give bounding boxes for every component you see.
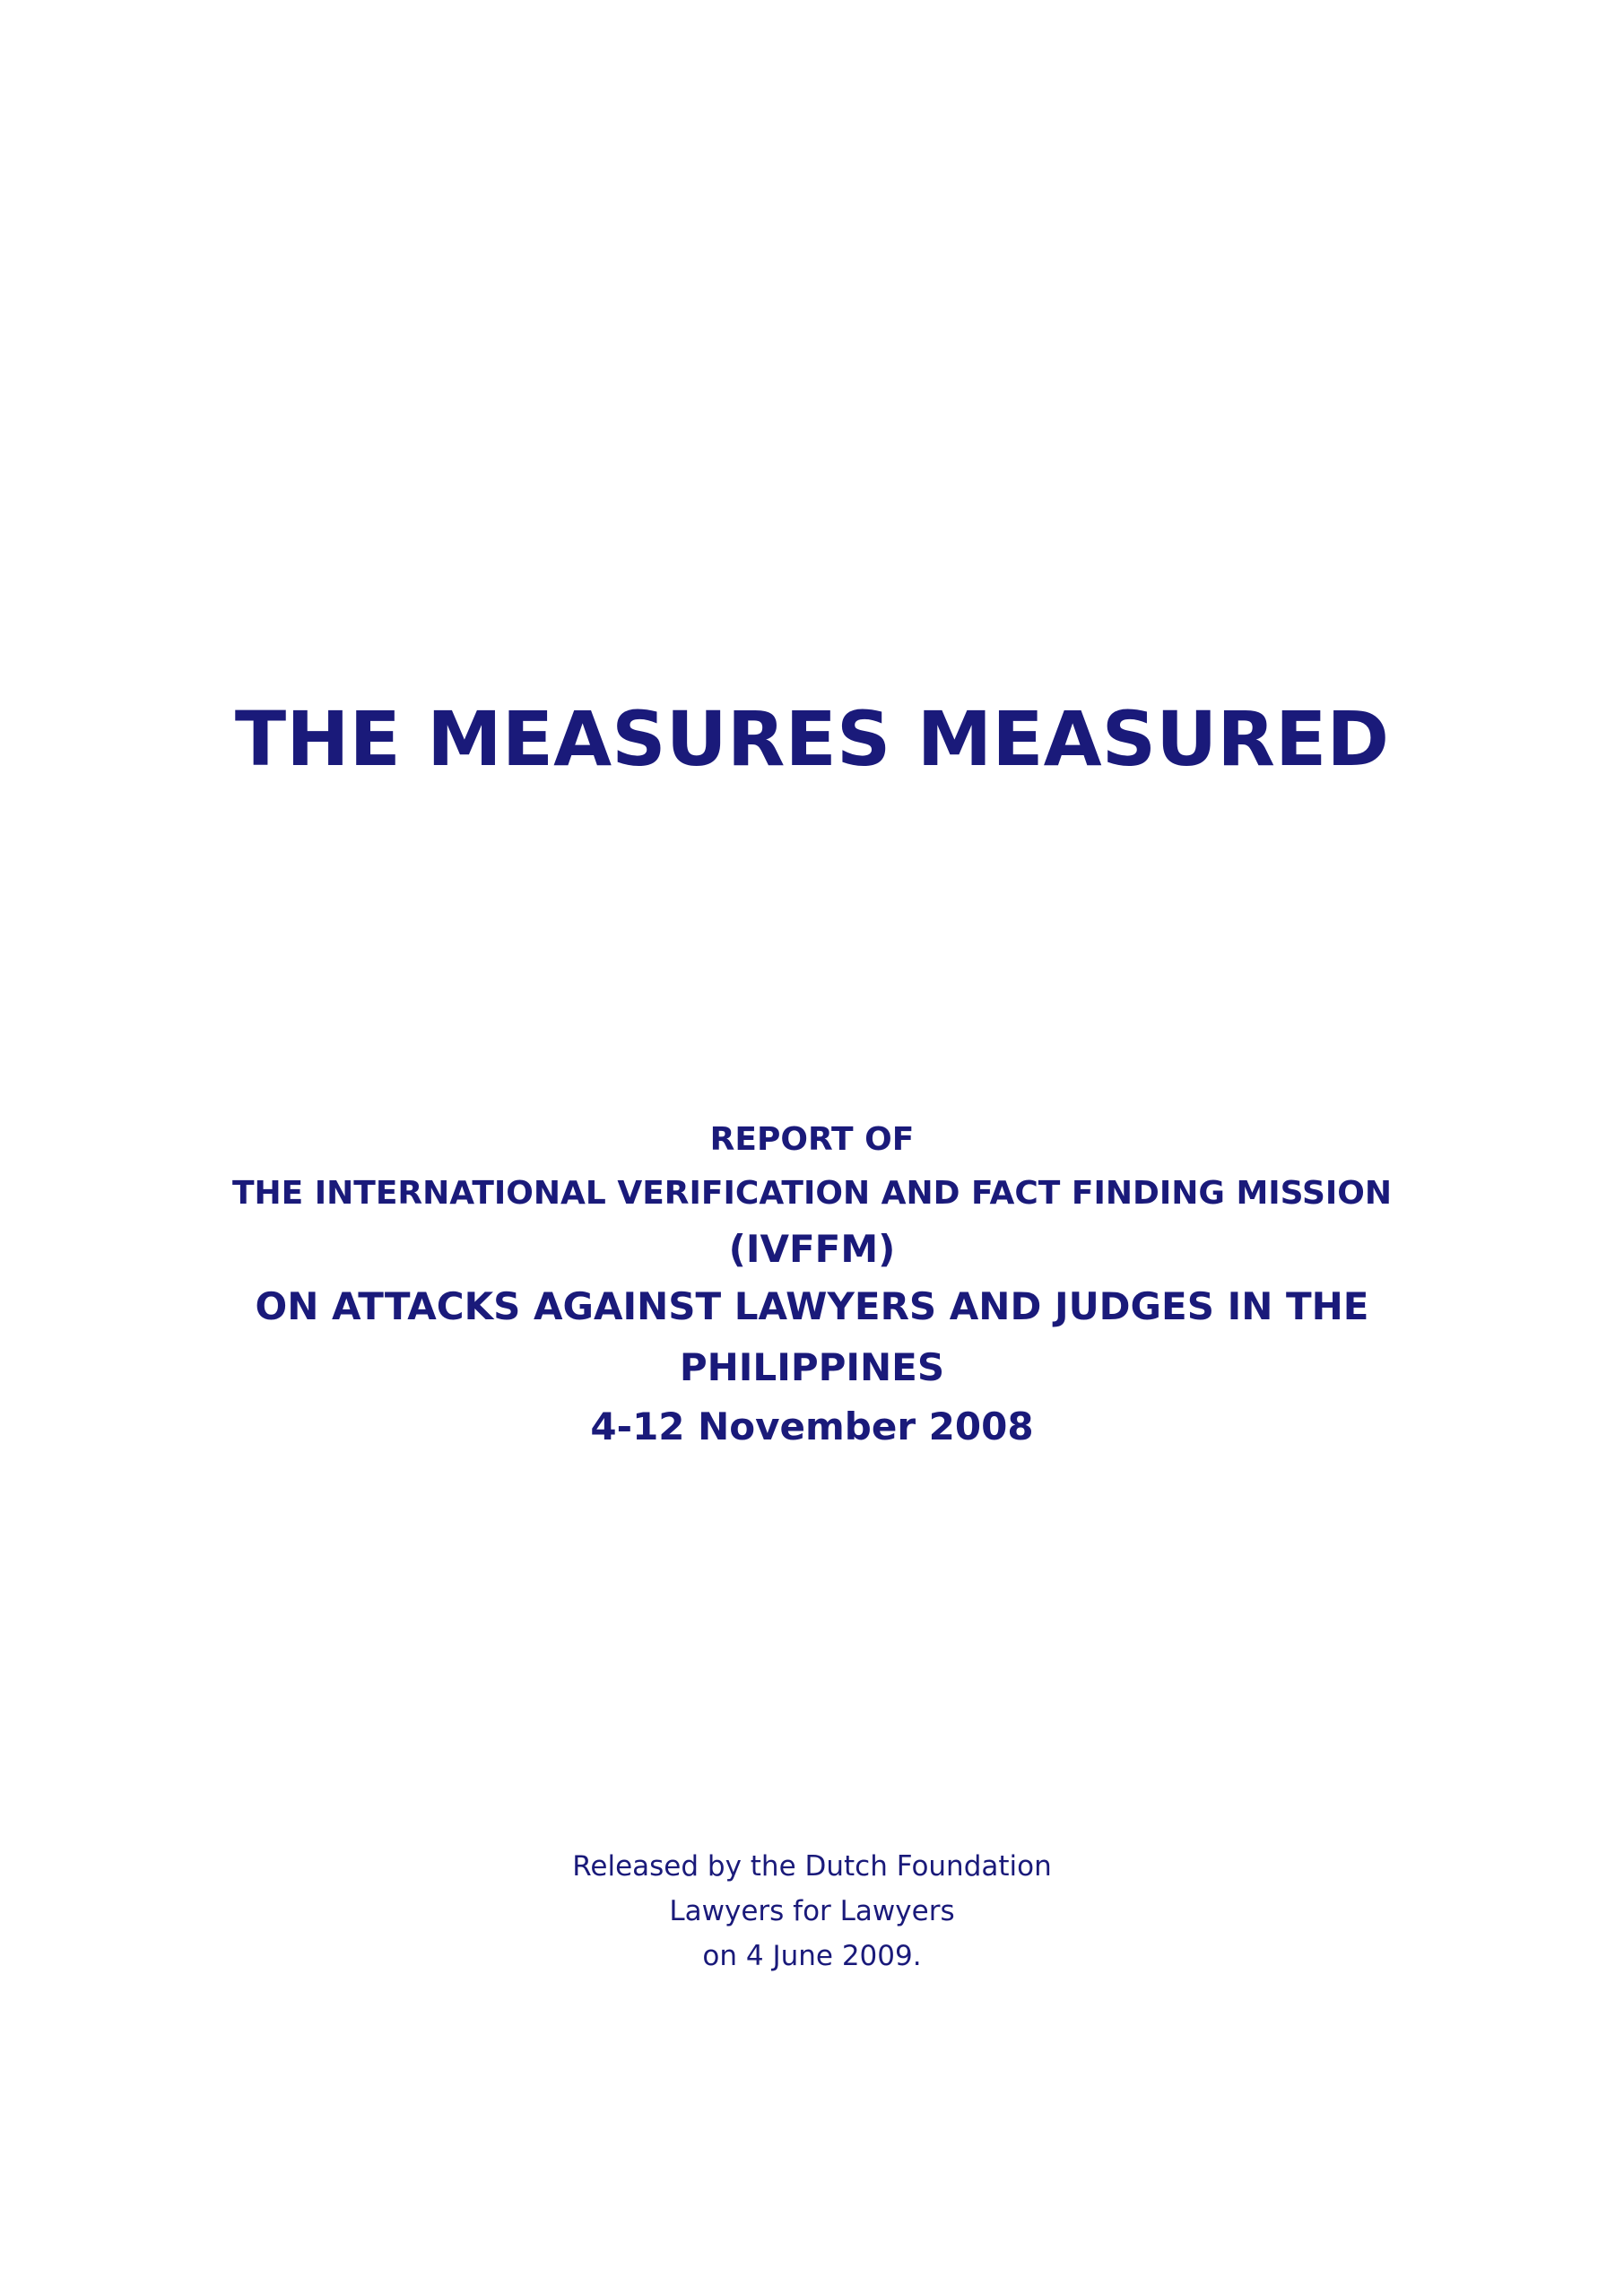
release-date: on 4 June 2009.: [702, 1940, 922, 1972]
subtitle-mission-dates: 4-12 November 2008: [590, 1405, 1034, 1448]
release-statement: Released by the Dutch Foundation: [572, 1850, 1052, 1883]
subtitle-acronym: (IVFFM): [728, 1227, 896, 1271]
document-title: THE MEASURES MEASURED: [234, 695, 1390, 783]
subtitle-report-of: REPORT OF: [709, 1121, 915, 1158]
subtitle-topic: ON ATTACKS AGAINST LAWYERS AND JUDGES IN THE: [255, 1284, 1369, 1328]
subtitle-mission-name: THE INTERNATIONAL VERIFICATION AND FACT FINDING MISSION: [231, 1175, 1393, 1212]
subtitle-country: PHILIPPINES: [679, 1345, 945, 1389]
release-organization: Lawyers for Lawyers: [669, 1895, 955, 1927]
